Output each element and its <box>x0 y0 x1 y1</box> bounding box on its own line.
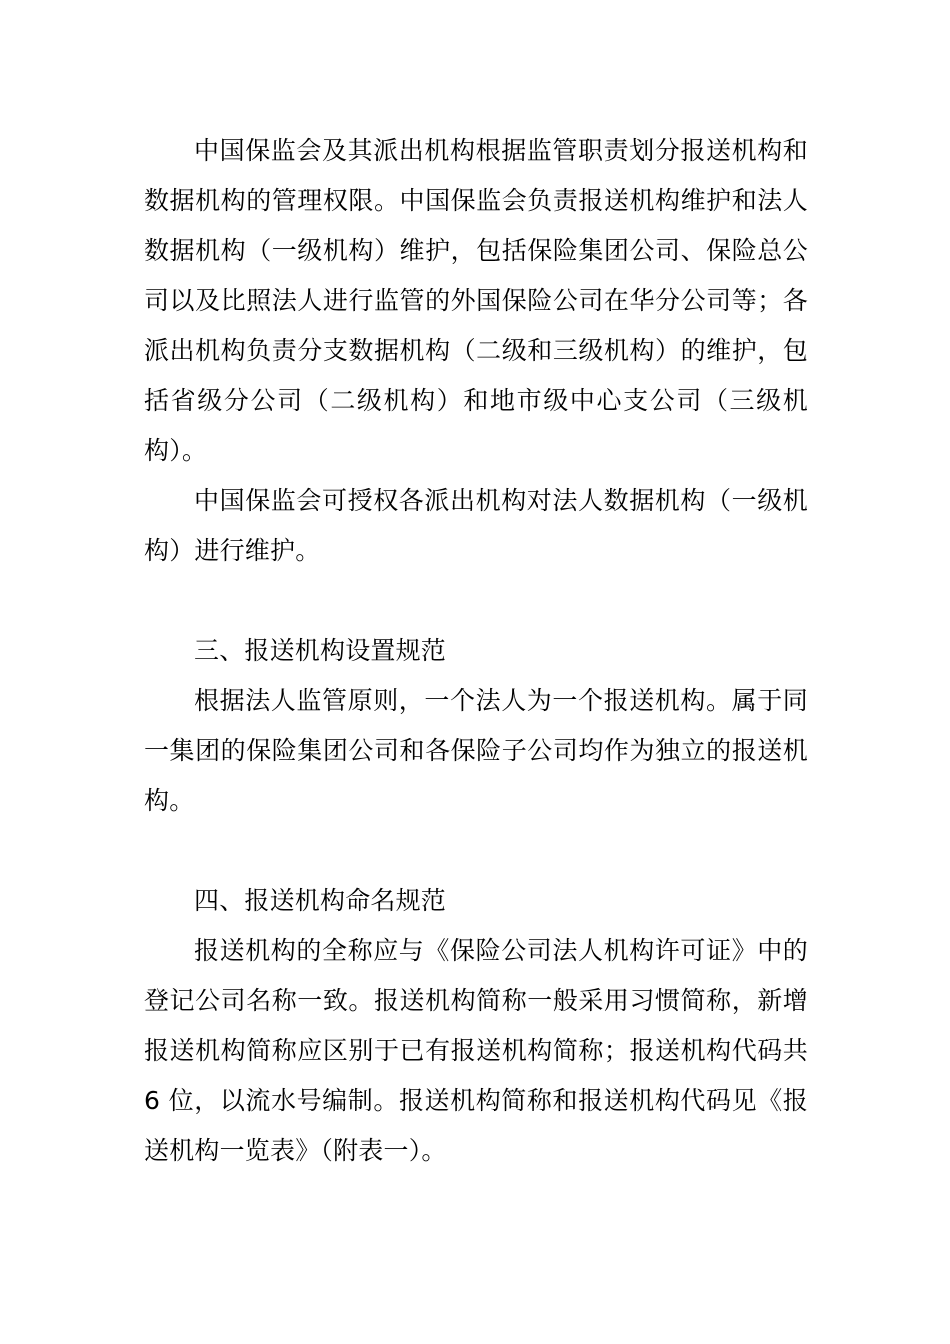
paragraph-setup-rules: 根据法人监管原则，一个法人为一个报送机构。属于同一集团的保险集团公司和各保险子公司均作为独立的报送机构。 <box>144 686 808 815</box>
paragraph-naming-rules: 报送机构的全称应与《保险公司法人机构许可证》中的登记公司名称一致。报送机构简称一般采用习惯简称，新增报送机构简称应区别于已有报送机构简称；报送机构代码共 6 位，以流水号编制。报送机构简称和报送机构代码见《报送机构一览表》（附表一）。 <box>144 936 808 1165</box>
paragraph-management-authority: 中国保监会及其派出机构根据监管职责划分报送机构和数据机构的管理权限。中国保监会负责报送机构维护和法人数据机构（一级机构）维护，包括保险集团公司、保险总公司以及比照法人进行监管的外国保险公司在华分公司等；各派出机构负责分支数据机构（二级和三级机构）的维护，包括省级分公司（二级机构）和地市级中心支公司（三级机构）。 <box>144 136 808 465</box>
section-heading-setup: 三、报送机构设置规范 <box>194 636 447 665</box>
section-heading-naming: 四、报送机构命名规范 <box>194 886 447 915</box>
section-spacer <box>144 826 808 876</box>
section-spacer <box>144 576 808 626</box>
document-body <box>144 126 808 1176</box>
paragraph-authorization: 中国保监会可授权各派出机构对法人数据机构（一级机构）进行维护。 <box>144 486 808 565</box>
